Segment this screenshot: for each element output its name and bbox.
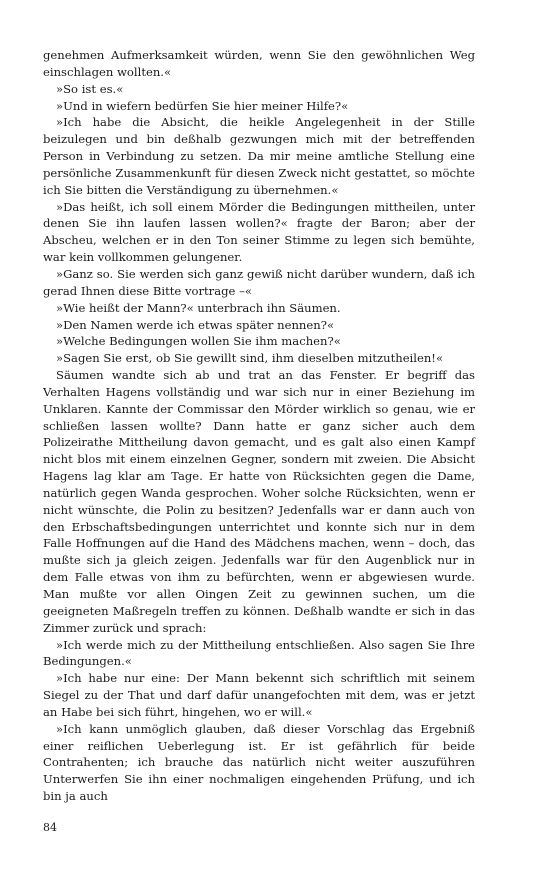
paragraph: »Ich habe die Absicht, die heikle Angelegenheit in der Stille beizulegen und bin deßhalb gezwungen mich mit der betreffenden Person in Verbindung zu setzen. Da mir meine amtliche Stellung eine persönliche Zusammenkunft für diesen Zweck nicht gestattet, so möchte ich Sie bitten die Verständigung zu übernehmen.«: [43, 115, 475, 197]
paragraph: »Und in wiefern bedürfen Sie hier meiner Hilfe?«: [56, 98, 349, 113]
paragraph: genehmen Aufmerksamkeit würden, wenn Sie den gewöhnlichen Weg einschlagen wollten.«: [43, 48, 475, 79]
paragraph: »Ganz so. Sie werden sich ganz gewiß nicht darüber wundern, daß ich gerad Ihnen diese Bitte vortrage –«: [43, 266, 475, 298]
paragraph: »Welche Bedingungen wollen Sie ihm machen?«: [56, 334, 341, 349]
paragraph: »So ist es.«: [56, 81, 124, 96]
paragraph: »Wie heißt der Mann?« unterbrach ihn Säumen.: [56, 300, 341, 315]
paragraph: »Das heißt, ich soll einem Mörder die Bedingungen mittheilen, unter denen Sie ihn laufen lassen wollen?« fragte der Baron; aber der Abscheu, welchen er in den Ton seiner Stimme zu legen sich bemühte, war kein vollkommen gelungener.: [43, 199, 475, 265]
paragraph: »Sagen Sie erst, ob Sie gewillt sind, ihm dieselben mitzutheilen!«: [56, 351, 444, 366]
paragraph: Säumen wandte sich ab und trat an das Fenster. Er begriff das Verhalten Hagens vollständig und war sich nur in einer Beziehung im Unklaren. Kannte der Commissar den Mörder wirklich so genau, wie er schließen lassen wollte? Dann hatte er ganz sicher auch dem Polizeirathe Mittheilung davon gemacht, und es galt also einen Kampf nicht blos mit einem einzelnen Gegner, sondern mit zweien. Die Absicht Hagens lag klar am Tage. Er hatte von Rücksichten gegen die Dame, natürlich gegen Wanda gesprochen. Woher solche Rücksichten, wenn er nicht wünschte, die Polin zu besitzen? Jedenfalls war er dann auch von den Erbschaftsbedingungen unterrichtet und konnte sich nur in dem Falle Hoffnungen auf die Hand des Mädchens machen, wenn – doch, das mußte sich ja gleich zeigen. Jedenfalls war für den Augenblick nur in dem Falle etwas von ihm zu befürchten, wenn er abgewiesen wurde. Man mußte vor allen Oingen Zeit zu gewinnen suchen, um die geeigneten Maßregeln treffen zu können. Deßhalb wandte er sich in das Zimmer zurück und sprach:: [43, 368, 475, 635]
page-body: [43, 47, 475, 805]
paragraph: »Ich habe nur eine: Der Mann bekennt sich schriftlich mit seinem Siegel zu der That und darf dafür unangefochten mit dem, was er jetzt an Habe bei sich führt, hingehen, wo er will.«: [43, 671, 475, 719]
paragraph: »Ich werde mich zu der Mittheilung entschließen. Also sagen Sie Ihre Bedingungen.«: [43, 637, 475, 669]
page-number: 84: [43, 821, 57, 834]
paragraph: »Den Namen werde ich etwas später nennen?«: [56, 317, 335, 332]
paragraph: »Ich kann unmöglich glauben, daß dieser Vorschlag das Ergebniß einer reiflichen Ueberlegung ist. Er ist gefährlich für beide Contrahenten; ich brauche das natürlich nicht weiter auszuführen Unterwerfen Sie ihn einer nochmaligen eingehenden Prüfung, und ich bin ja auch: [43, 721, 475, 804]
